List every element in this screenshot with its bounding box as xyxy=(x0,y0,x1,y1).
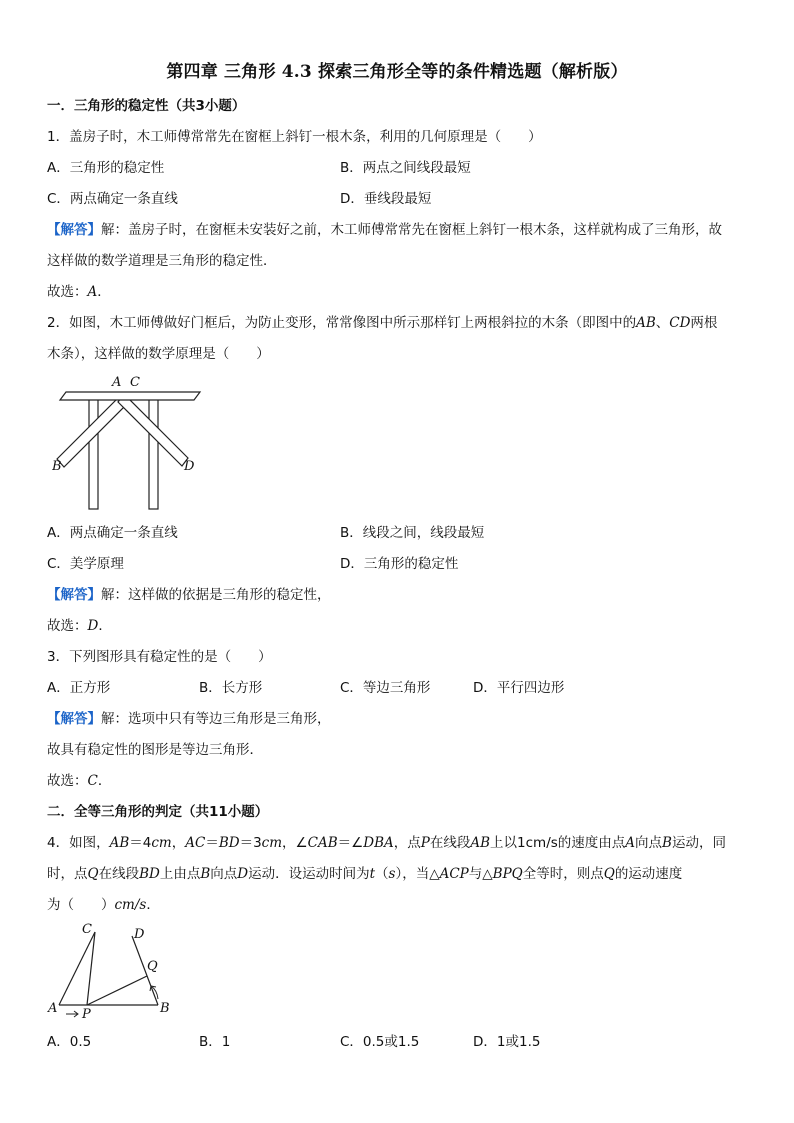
label-q: Q xyxy=(147,959,158,974)
question-2-choice: 故选：D． xyxy=(47,618,112,634)
label-d: D xyxy=(134,927,145,942)
door-frame-right-post xyxy=(149,396,158,509)
segment-pq xyxy=(87,976,147,1005)
segment-cp xyxy=(87,932,95,1005)
question-1-answer-line-2: 这样做的数学道理是三角形的稳定性． xyxy=(47,253,277,269)
question-4-option-b: B．1 xyxy=(199,1034,231,1050)
question-3-option-d: D．平行四边形 xyxy=(473,680,565,696)
question-4-stem-line-1: 4．如图，AB＝4cm，AC＝BD＝3cm，∠CAB＝∠DBA，点P在线段AB上以1cm/s的速度由点A向点B运动，同 xyxy=(47,835,726,851)
question-4-option-c: C．0.5或1.5 xyxy=(340,1034,420,1050)
question-1-option-c: C．两点确定一条直线 xyxy=(47,191,178,207)
question-1-option-d: D．垂线段最短 xyxy=(340,191,432,207)
label-c: C xyxy=(82,922,92,937)
section-heading-congruence: 二．全等三角形的判定（共11小题） xyxy=(47,804,269,820)
question-2-stem-line-1: 2．如图，木工师傅做好门框后，为防止变形，常常像图中所示那样钉上两根斜拉的木条（即图中的AB、CD两根 xyxy=(47,315,718,331)
label-a: A xyxy=(48,1001,58,1016)
question-2-option-c: C．美学原理 xyxy=(47,556,124,572)
segment-ac xyxy=(59,932,95,1005)
question-2-option-a: A．两点确定一条直线 xyxy=(47,525,178,541)
label-a: A xyxy=(112,375,122,390)
question-4-option-a: A．0.5 xyxy=(47,1034,92,1050)
door-frame-top-beam xyxy=(60,392,200,400)
question-1-option-a: A．三角形的稳定性 xyxy=(47,160,165,176)
question-2-option-b: B．线段之间，线段最短 xyxy=(340,525,485,541)
question-2-option-d: D．三角形的稳定性 xyxy=(340,556,459,572)
question-3-answer-line-1: 【解答】解：选项中只有等边三角形是三角形， xyxy=(47,711,331,727)
question-4-stem-line-2: 时，点Q在线段BD上由点B向点D运动．设运动时间为t（s），当△ACP与△BPQ全等时，则点Q的运动速度 xyxy=(47,866,683,882)
question-2-stem-line-2: 木条），这样做的数学原理是（ ） xyxy=(47,346,270,362)
section-heading-stability: 一．三角形的稳定性（共3小题） xyxy=(47,98,246,114)
question-3-stem: 3．下列图形具有稳定性的是（ ） xyxy=(47,649,272,665)
question-4-stem-line-3: 为（ ）cm/s． xyxy=(47,897,160,913)
question-3-answer-line-2: 故具有稳定性的图形是等边三角形． xyxy=(47,742,263,758)
label-b: B xyxy=(52,459,62,474)
label-c: C xyxy=(130,375,140,390)
question-1-choice: 故选：A． xyxy=(47,284,111,300)
question-3-choice: 故选：C． xyxy=(47,773,112,789)
question-2-answer-line-1: 【解答】解：这样做的依据是三角形的稳定性， xyxy=(47,587,331,603)
label-d: D xyxy=(184,459,195,474)
question-1-option-b: B．两点之间线段最短 xyxy=(340,160,471,176)
door-frame-figure xyxy=(52,370,212,515)
question-3-option-c: C．等边三角形 xyxy=(340,680,431,696)
answer-tag: 【解答】 xyxy=(47,222,101,238)
question-1-answer-line-1: 【解答】解：盖房子时，在窗框未安装好之前，木工师傅常常先在窗框上斜钉一根木条，这样就构成了三角形，故 xyxy=(47,222,722,238)
triangle-figure xyxy=(44,920,184,1020)
label-p: P xyxy=(82,1007,91,1020)
question-3-option-b: B．长方形 xyxy=(199,680,263,696)
door-frame-left-post xyxy=(89,396,98,509)
arrow-p-icon xyxy=(66,1011,78,1017)
question-4-option-d: D．1或1.5 xyxy=(473,1034,541,1050)
question-3-option-a: A．正方形 xyxy=(47,680,111,696)
page-title: 第四章 三角形 4.3 探索三角形全等的条件精选题（解析版） xyxy=(166,62,628,82)
question-1-stem: 1．盖房子时，木工师傅常常先在窗框上斜钉一根木条，利用的几何原理是（ ） xyxy=(47,129,542,145)
label-b: B xyxy=(160,1001,170,1016)
